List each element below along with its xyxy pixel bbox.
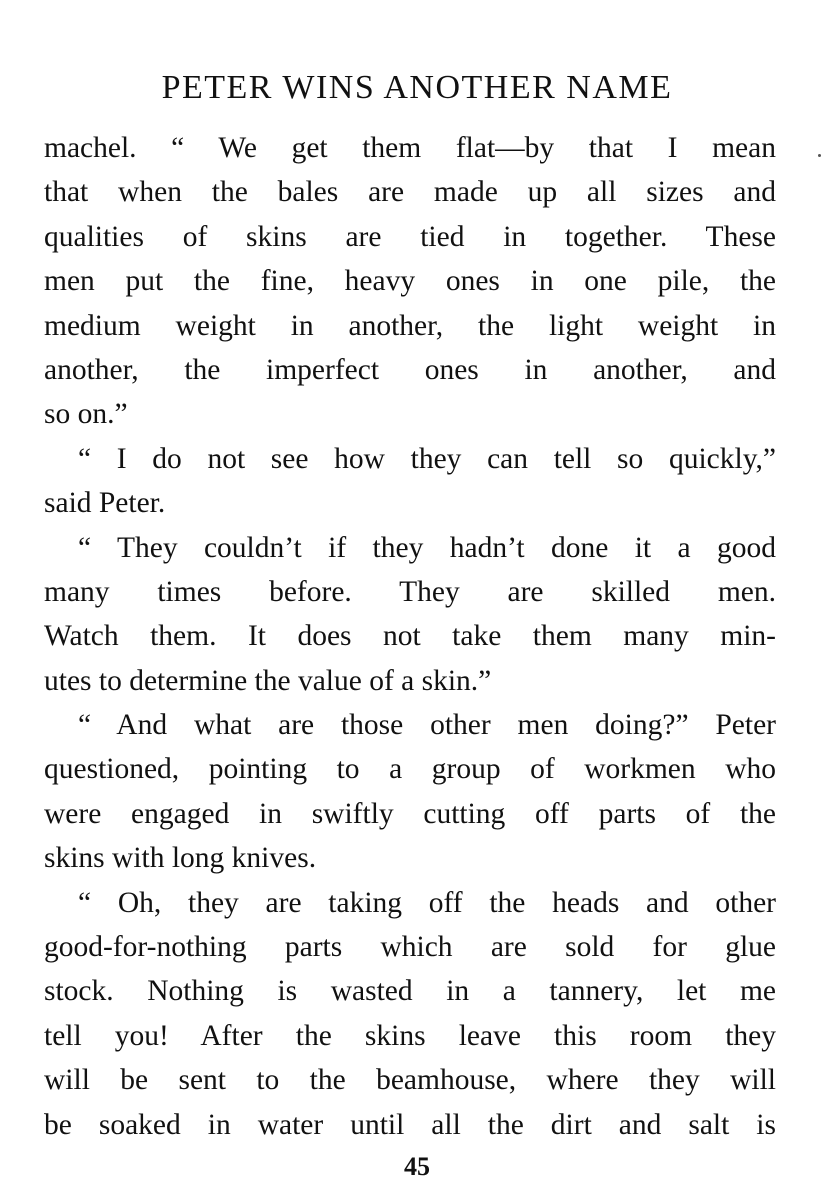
text-line: that when the bales are made up all sizes and — [44, 176, 776, 209]
text-line: will be sent to the beamhouse, where they will — [44, 1064, 776, 1097]
text-line: be soaked in water until all the dirt and salt is — [44, 1108, 776, 1141]
text-line: qualities of skins are tied in together. These — [44, 220, 776, 253]
text-line: machel. “ We get them flat—by that I mean — [44, 132, 776, 164]
text-line: another, the imperfect ones in another, and — [44, 353, 776, 386]
text-line: skins with long knives. — [44, 842, 317, 875]
ink-speck — [818, 154, 821, 157]
text-line: tell you! After the skins leave this room they — [44, 1019, 776, 1052]
text-line: “ And what are those other men doing?” Peter — [78, 709, 776, 742]
text-line: stock. Nothing is wasted in a tannery, let me — [44, 975, 776, 1008]
text-line: good-for-nothing parts which are sold for glue — [44, 931, 776, 964]
text-line: questioned, pointing to a group of workmen who — [44, 753, 776, 786]
text-line: many times before. They are skilled men. — [44, 575, 776, 608]
page-number: 45 — [404, 1152, 430, 1181]
text-line: “ They couldn’t if they hadn’t done it a good — [78, 531, 776, 564]
text-line: so on.” — [44, 398, 128, 431]
text-line: utes to determine the value of a skin.” — [44, 664, 492, 697]
text-line: Watch them. It does not take them many min- — [44, 620, 776, 653]
text-line: medium weight in another, the light weight in — [44, 309, 776, 342]
running-head: PETER WINS ANOTHER NAME — [161, 69, 673, 106]
text-line: men put the fine, heavy ones in one pile, the — [44, 265, 776, 298]
text-line: “ Oh, they are taking off the heads and other — [78, 886, 776, 919]
text-line: “ I do not see how they can tell so quickly,” — [78, 442, 776, 475]
text-line: said Peter. — [44, 487, 166, 520]
text-line: were engaged in swiftly cutting off parts of the — [44, 797, 776, 830]
body-text — [44, 126, 776, 1147]
